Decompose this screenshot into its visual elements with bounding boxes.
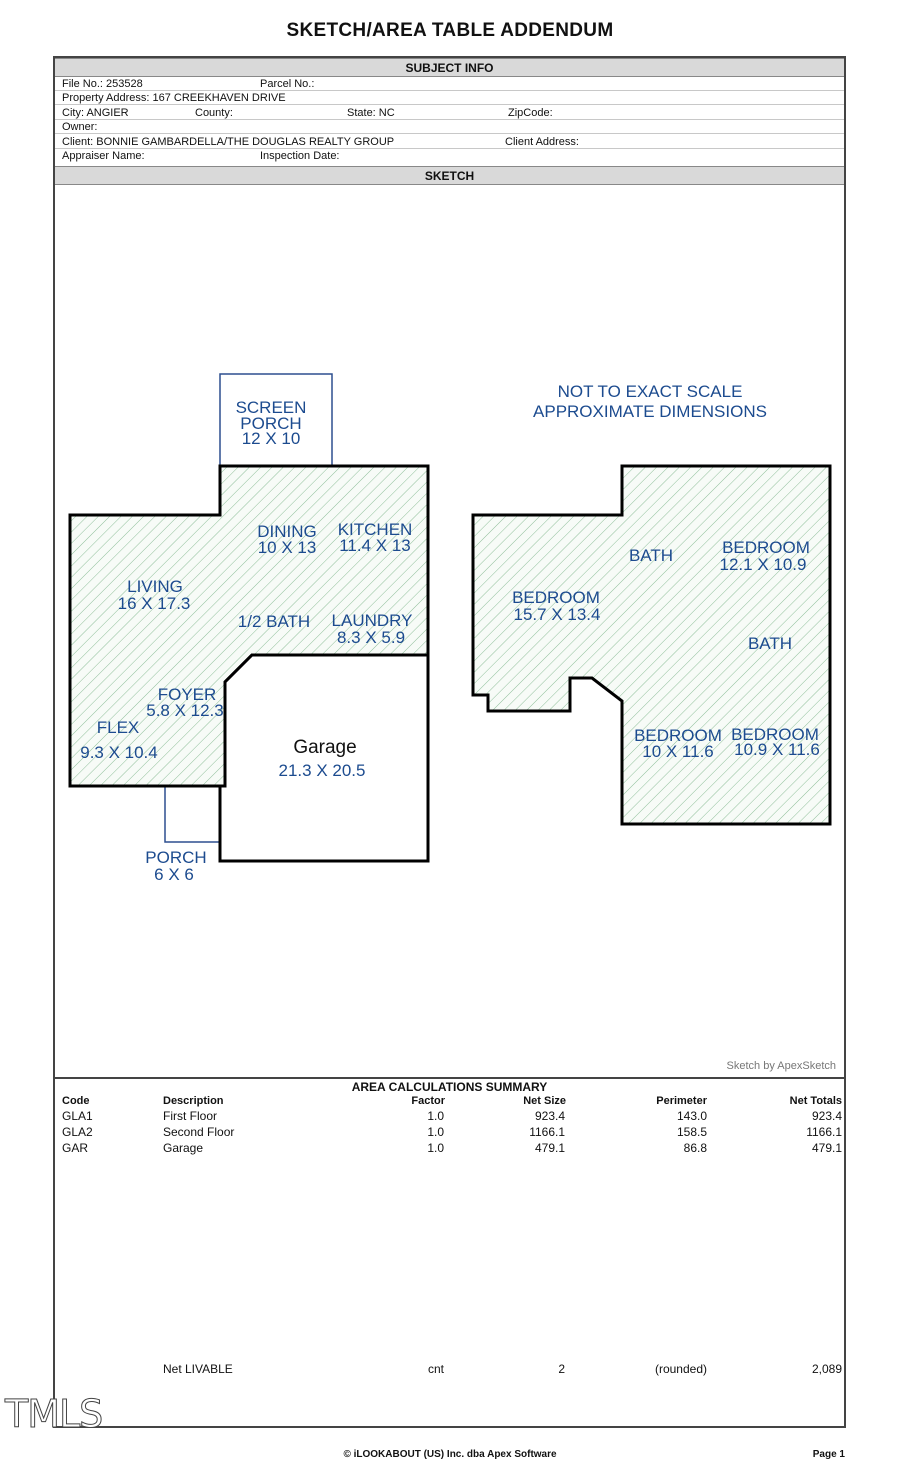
bedroom-b-label: BEDROOM	[512, 588, 600, 607]
kitchen-dims: 11.4 X 13	[339, 536, 411, 555]
zipcode: ZipCode:	[508, 107, 553, 119]
row3-description: Garage	[163, 1141, 204, 1155]
col-net-size-header: Net Size	[523, 1095, 566, 1107]
client-address: Client Address:	[505, 136, 579, 148]
net-livable-count: 2	[558, 1362, 565, 1376]
row2-factor: 1.0	[427, 1125, 444, 1139]
net-livable-cnt: cnt	[427, 1362, 444, 1376]
porch-outline	[165, 786, 221, 842]
info-row-address	[55, 91, 844, 105]
parcel-no: Parcel No.:	[260, 78, 315, 90]
appraiser-name: Appraiser Name:	[62, 150, 145, 162]
net-livable-rounded: (rounded)	[654, 1362, 707, 1376]
laundry-dims: 8.3 X 5.9	[336, 628, 406, 647]
living-label: LIVING	[127, 577, 183, 596]
row3-net-totals: 479.1	[811, 1141, 842, 1155]
inspection-date: Inspection Date:	[260, 150, 340, 162]
row2-description: Second Floor	[163, 1125, 235, 1139]
row3-code: GAR	[62, 1141, 89, 1155]
info-row-owner	[55, 120, 844, 134]
state: State: NC	[347, 107, 395, 119]
floor-plan-sketch	[55, 186, 844, 1076]
garage-dims: 21.3 X 20.5	[278, 761, 366, 780]
porch-label: PORCH	[145, 848, 207, 867]
flex-label: FLEX	[96, 718, 140, 737]
bedroom-c-dims: 10 X 11.6	[642, 742, 714, 761]
footer-page-number: Page 1	[812, 1449, 845, 1460]
bedroom-d-label: BEDROOM	[731, 725, 819, 744]
row3-factor: 1.0	[427, 1141, 444, 1155]
half-bath-label: 1/2 BATH	[237, 612, 311, 631]
bedroom-d-dims: 10.9 X 11.6	[734, 740, 820, 759]
col-perimeter-header: Perimeter	[656, 1095, 707, 1107]
bath-right-label: BATH	[747, 634, 793, 653]
row2-code: GLA2	[62, 1125, 93, 1139]
screen-porch-label-2: PORCH	[240, 414, 302, 433]
foyer-dims: 5.8 X 12.3	[146, 701, 224, 720]
dining-label: DINING	[257, 522, 317, 541]
foyer-label: FOYER	[157, 685, 217, 704]
col-code-header: Code	[62, 1095, 90, 1107]
row1-description: First Floor	[163, 1109, 217, 1123]
client: Client: BONNIE GAMBARDELLA/THE DOUGLAS REALTY GROUP	[62, 136, 395, 148]
sketch-header: SKETCH	[55, 166, 844, 185]
garage-label: Garage	[293, 737, 357, 758]
info-row-file	[55, 77, 844, 91]
col-description-header: Description	[163, 1095, 224, 1107]
area-summary-header: AREA CALCULATIONS SUMMARY	[351, 1080, 548, 1094]
county: County:	[195, 107, 233, 119]
bedroom-c-label: BEDROOM	[634, 726, 722, 745]
row3-perimeter: 86.8	[683, 1141, 707, 1155]
table-divider	[55, 1077, 844, 1079]
row2-net-size: 1166.1	[529, 1125, 565, 1139]
info-row-client	[55, 135, 844, 149]
col-net-totals-header: Net Totals	[789, 1095, 842, 1107]
net-livable-total: 2,089	[811, 1362, 842, 1376]
bath-upper-label: BATH	[628, 546, 674, 565]
porch-dims: 6 X 6	[154, 865, 194, 884]
row1-net-totals: 923.4	[811, 1109, 842, 1123]
file-no: File No.: 253528	[62, 78, 143, 90]
city: City: ANGIER	[62, 107, 129, 119]
scale-note-2: APPROXIMATE DIMENSIONS	[533, 402, 767, 421]
screen-porch-label: SCREEN	[235, 398, 307, 417]
kitchen-label: KITCHEN	[337, 520, 413, 539]
info-row-appraiser	[55, 149, 844, 163]
bedroom-a-label: BEDROOM	[722, 538, 810, 557]
row2-net-totals: 1166.1	[806, 1125, 842, 1139]
sketch-credit: Sketch by ApexSketch	[726, 1060, 836, 1072]
scale-note-1: NOT TO EXACT SCALE	[557, 382, 743, 401]
row1-code: GLA1	[62, 1109, 93, 1123]
col-factor-header: Factor	[411, 1095, 445, 1107]
bedroom-a-dims: 12.1 X 10.9	[719, 555, 807, 574]
flex-dims: 9.3 X 10.4	[80, 743, 158, 762]
dining-dims: 10 X 13	[257, 538, 317, 557]
garage-area	[220, 655, 428, 861]
subject-info-header: SUBJECT INFO	[55, 58, 844, 77]
laundry-label: LAUNDRY	[331, 611, 413, 630]
row1-factor: 1.0	[427, 1109, 444, 1123]
living-dims: 16 X 17.3	[117, 594, 191, 613]
row3-net-size: 479.1	[534, 1141, 565, 1155]
info-row-city	[55, 106, 844, 120]
row1-perimeter: 143.0	[676, 1109, 707, 1123]
floor-plan-svg	[55, 186, 844, 1076]
bedroom-b-dims: 15.7 X 13.4	[513, 605, 601, 624]
property-address: Property Address: 167 CREEKHAVEN DRIVE	[62, 92, 286, 104]
addendum-frame	[53, 56, 846, 1428]
row2-perimeter: 158.5	[676, 1125, 707, 1139]
tmls-watermark: TMLS	[5, 1392, 103, 1436]
owner: Owner:	[62, 121, 98, 133]
row1-net-size: 923.4	[534, 1109, 565, 1123]
footer-copyright: © iLOOKABOUT (US) Inc. dba Apex Software	[343, 1449, 557, 1460]
screen-porch-dims: 12 X 10	[241, 429, 301, 448]
net-livable-label: Net LIVABLE	[163, 1362, 233, 1376]
page-title: SKETCH/AREA TABLE ADDENDUM	[286, 20, 614, 41]
